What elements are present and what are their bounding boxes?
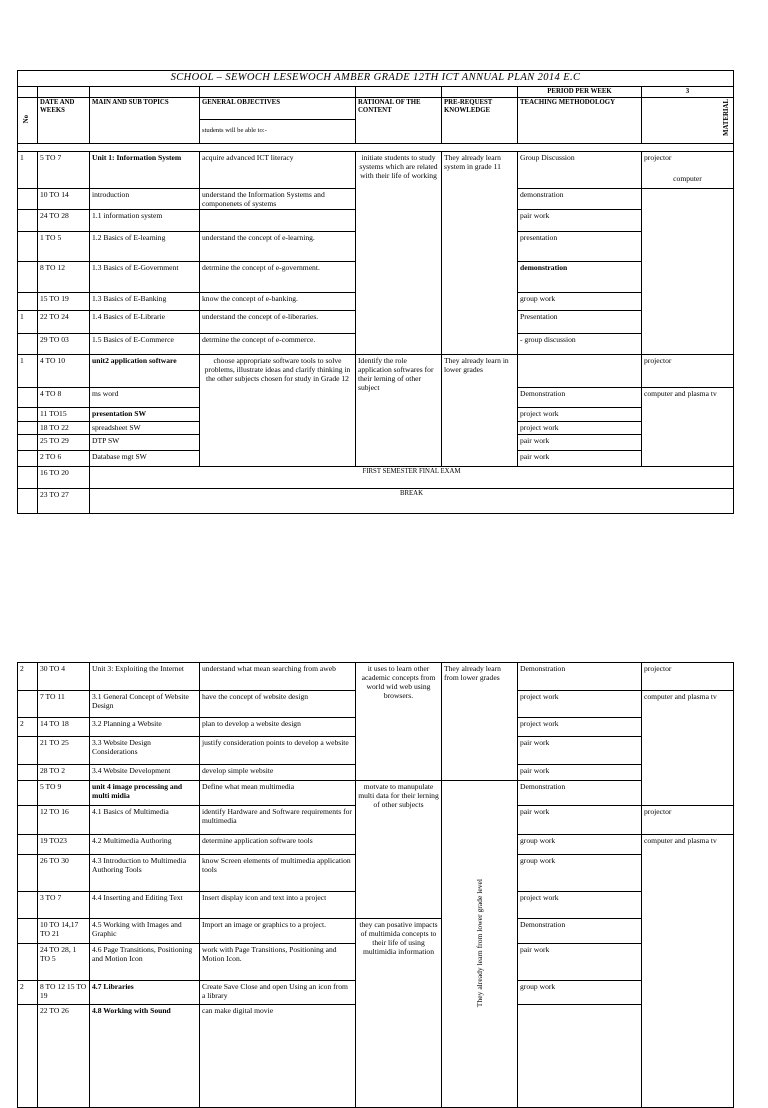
row-topic: 1.3 Basics of E-Banking [90, 292, 200, 310]
row-method: - group discussion [518, 333, 642, 354]
row-method: Demonstration [518, 663, 642, 691]
row-topic: 3.1 General Concept of Website Design [90, 691, 200, 718]
material-unit2: computer and plasma tv [642, 387, 734, 466]
rational-unit3: it uses to learn other academic concepts from world wid web using browsers. [356, 663, 442, 781]
row-date: 7 TO 11 [38, 691, 90, 718]
material-unit3: computer and plasma tv [642, 691, 734, 806]
row-objective: know the concept of e-banking. [200, 292, 356, 310]
row-date: 5 TO 9 [38, 781, 90, 806]
row-method: pair work [518, 737, 642, 765]
row-method: Demonstration [518, 387, 642, 407]
row-date: 26 TO 30 [38, 855, 90, 892]
row-objective: detrmine the concept of e-commerce. [200, 333, 356, 354]
row-method: pair work [518, 765, 642, 781]
row-topic: 4.4 Inserting and Editing Text [90, 892, 200, 919]
row-objective: understand what mean searching from aweb [200, 663, 356, 691]
rational-unit4: motvate to manupulate multi data for their lerning of other subjects [356, 781, 442, 919]
row-topic: 3.2 Planning a Website [90, 718, 200, 737]
header-rational: RATIONAL OF THE CONTENT [356, 97, 442, 143]
row-topic: 3.4 Website Development [90, 765, 200, 781]
prereq-unit1: They already learn system in grade 11 [442, 151, 518, 354]
row-method: demonstration [518, 188, 642, 209]
row-method: project work [518, 718, 642, 737]
row-topic: unit 4 image processing and multi midia [90, 781, 200, 806]
row-date: 16 TO 20 [38, 466, 90, 488]
row-objective: understand the concept of e-liberaries. [200, 310, 356, 333]
row-date: 28 TO 2 [38, 765, 90, 781]
row-objective: Define what mean multimedia [200, 781, 356, 806]
row-date: 22 TO 24 [38, 310, 90, 333]
break-row: BREAK [90, 488, 734, 513]
row-date: 11 TO15 [38, 407, 90, 421]
row-date: 8 TO 12 15 TO 19 [38, 981, 90, 1005]
row-method: project work [518, 407, 642, 421]
row-method: project work [518, 691, 642, 718]
row-no: 2 [18, 663, 38, 691]
row-topic: Unit 1: Information System [90, 151, 200, 188]
header-objectives: GENERAL OBJECTIVES [200, 97, 356, 119]
row-topic: 1.4 Basics of E-Librarie [90, 310, 200, 333]
row-topic: DTP SW [90, 434, 200, 450]
row-date: 8 TO 12 [38, 261, 90, 292]
row-topic: 4.5 Working with Images and Graphic [90, 919, 200, 944]
row-topic: 3.3 Website Design Considerations [90, 737, 200, 765]
row-material: projector [642, 663, 734, 691]
row-objective: understand the concept of e-learning. [200, 231, 356, 261]
rational-unit4b: they can posative impacts of multimida concepts to their life of using multimidia information [356, 919, 442, 1108]
row-objective: justify consideration points to develop a website [200, 737, 356, 765]
row-date: 25 TO 29 [38, 434, 90, 450]
row-date: 4 TO 10 [38, 354, 90, 387]
row-date: 19 TO23 [38, 835, 90, 855]
row-method: group work [518, 292, 642, 310]
row-objective: identify Hardware and Software requirements for multimedia [200, 806, 356, 835]
row-objective: Create Save Close and open Using an icon from a library [200, 981, 356, 1005]
row-date: 2 TO 6 [38, 450, 90, 466]
row-objective: Insert display icon and text into a project [200, 892, 356, 919]
row-date: 14 TO 18 [38, 718, 90, 737]
row-topic: 1.5 Basics of E-Commerce [90, 333, 200, 354]
row-method: pair work [518, 209, 642, 231]
prereq-unit4: They already learn from lower grade level [442, 781, 518, 1108]
row-objective: determine application software tools [200, 835, 356, 855]
row-date: 24 TO 28 [38, 209, 90, 231]
row-topic: 4.7 Libraries [90, 981, 200, 1005]
row-material: projector [642, 806, 734, 835]
row-date: 5 TO 7 [38, 151, 90, 188]
header-prereq: PRE-REQUEST KNOWLEDGE [442, 97, 518, 143]
row-method: group work [518, 855, 642, 892]
row-method: demonstration [518, 261, 642, 292]
row-objective: Import an image or graphics to a project. [200, 919, 356, 944]
row-date: 18 TO 22 [38, 421, 90, 434]
row-topic: presentation SW [90, 407, 200, 421]
row-objective: acquire advanced ICT literacy [200, 151, 356, 188]
annual-plan-table-semester-2 [17, 662, 734, 1108]
row-objective: can make digital movie [200, 1005, 356, 1108]
row-method: Group Discussion [518, 151, 642, 188]
row-topic: 4.8 Working with Sound [90, 1005, 200, 1108]
prereq-unit3: They already learn from lower grades [442, 663, 518, 781]
rational-unit2: Identify the role application softwares for their lerning of other subject [356, 354, 442, 466]
row-method: Presentation [518, 310, 642, 333]
row-date: 4 TO 8 [38, 387, 90, 407]
semester-exam-row: FIRST SEMESTER FINAL EXAM [90, 466, 734, 488]
row-objective: work with Page Transitions, Positioning and Motion Icon. [200, 944, 356, 981]
row-date: 15 TO 19 [38, 292, 90, 310]
row-date: 3 TO 7 [38, 892, 90, 919]
row-topic: Database mgt SW [90, 450, 200, 466]
row-method: group work [518, 981, 642, 1005]
row-topic: Unit 3: Exploiting the Internet [90, 663, 200, 691]
rational-unit1: initiate students to study systems which are related with their life of working [356, 151, 442, 354]
row-objective: detrmine the concept of e-government. [200, 261, 356, 292]
row-topic: unit2 application software [90, 354, 200, 387]
plan-title: SCHOOL – SEWOCH LESEWOCH AMBER GRADE 12TH ICT ANNUAL PLAN 2014 E.C [18, 71, 734, 87]
row-method: Demonstration [518, 919, 642, 944]
students-note: students will be able to:- [200, 119, 356, 143]
prereq-unit2: They already learn in lower grades [442, 354, 518, 466]
material-unit4: computer and plasma tv [642, 835, 734, 1108]
row-topic: 4.6 Page Transitions, Positioning and Motion Icon [90, 944, 200, 981]
row-date: 1 TO 5 [38, 231, 90, 261]
row-no: 2 [18, 718, 38, 737]
row-date: 24 TO 28, 1 TO 5 [38, 944, 90, 981]
row-topic: spreadsheet SW [90, 421, 200, 434]
row-date: 10 TO 14,17 TO 21 [38, 919, 90, 944]
annual-plan-table-semester-1 [17, 70, 734, 514]
row-no: 1 [18, 310, 38, 333]
row-method: pair work [518, 944, 642, 981]
row-method: pair work [518, 450, 642, 466]
row-method: project work [518, 421, 642, 434]
material-unit1: computer [642, 188, 734, 354]
row-no: 1 [18, 151, 38, 188]
row-objective: develop simple website [200, 765, 356, 781]
period-per-week-value: 3 [642, 86, 734, 97]
row-date: 30 TO 4 [38, 663, 90, 691]
row-topic: 4.3 Introduction to Multimedia Authoring Tools [90, 855, 200, 892]
row-objective: understand the Information Systems and componenets of systems [200, 188, 356, 209]
row-material: projector [642, 151, 734, 188]
header-topics: MAIN AND SUB TOPICS [90, 97, 200, 143]
row-objective: plan to develop a website design [200, 718, 356, 737]
row-date: 10 TO 14 [38, 188, 90, 209]
row-material: projector [642, 354, 734, 387]
row-topic: introduction [90, 188, 200, 209]
row-date: 23 TO 27 [38, 488, 90, 513]
row-topic: 4.1 Basics of Multimedia [90, 806, 200, 835]
objective-unit2: choose appropriate software tools to solve problems, illustrate ideas and clarify thinking in the other subjects chosen for study in Grade 12 [200, 354, 356, 466]
row-objective: know Screen elements of multimedia application tools [200, 855, 356, 892]
row-method: pair work [518, 434, 642, 450]
row-method: project work [518, 892, 642, 919]
header-date: DATE AND WEEKS [38, 97, 90, 143]
row-no: 2 [18, 981, 38, 1005]
row-topic: 1.1 information system [90, 209, 200, 231]
row-method: group work [518, 835, 642, 855]
row-date: 21 TO 25 [38, 737, 90, 765]
row-no: 1 [18, 354, 38, 387]
row-objective: have the concept of website design [200, 691, 356, 718]
period-per-week-label: PERIOD PER WEEK [518, 86, 642, 97]
row-topic: 4.2 Multimedia Authoring [90, 835, 200, 855]
row-date: 22 TO 26 [38, 1005, 90, 1108]
header-method: TEACHING METHODOLOGY [518, 97, 642, 143]
row-method: presentation [518, 231, 642, 261]
header-no: No [18, 97, 38, 143]
row-topic: ms word [90, 387, 200, 407]
row-topic: 1.3 Basics of E-Government [90, 261, 200, 292]
row-method: Demonstration [518, 781, 642, 806]
row-method: pair work [518, 806, 642, 835]
row-topic: 1.2 Basics of E-learning [90, 231, 200, 261]
row-date: 29 TO 03 [38, 333, 90, 354]
row-date: 12 TO 16 [38, 806, 90, 835]
header-material: MATERIAL [642, 97, 734, 143]
